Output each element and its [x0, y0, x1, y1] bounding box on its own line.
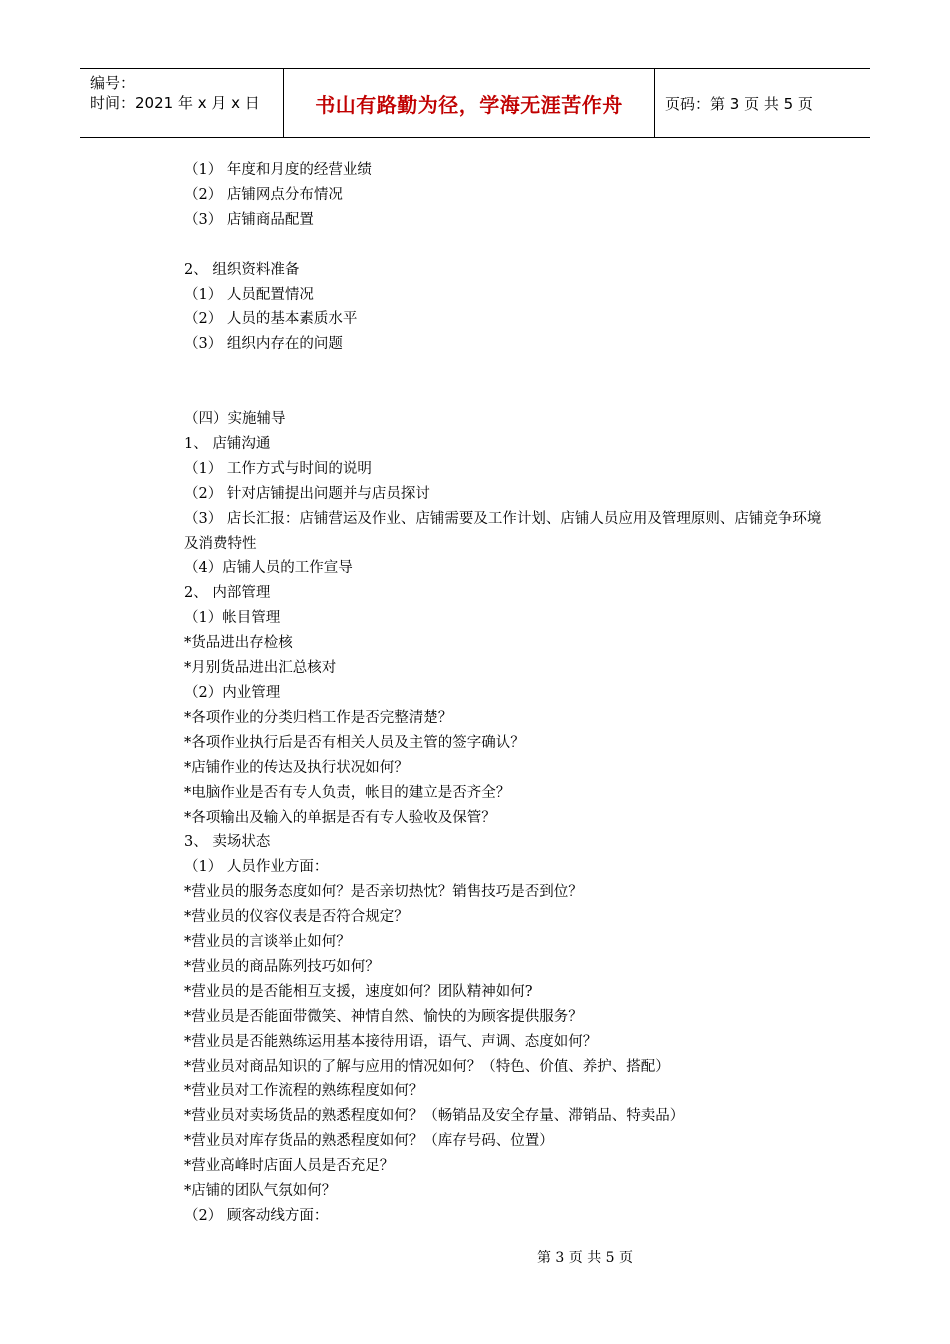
body-line: （2） 顾客动线方面： [184, 1208, 329, 1225]
body-line: *营业员的是否能相互支援，速度如何？团队精神如何? [184, 983, 533, 1000]
body-line: （1） 人员配置情况 [184, 286, 314, 303]
document-body [184, 158, 824, 1229]
body-line: *各项作业的分类归档工作是否完整清楚？ [184, 709, 453, 726]
page-footer: 第 3 页 共 5 页 [536, 1250, 634, 1266]
body-line: 2、 内部管理 [184, 585, 271, 602]
body-line: *营业员的商品陈列技巧如何？ [184, 958, 380, 975]
body-line: （2） 针对店铺提出问题并与店员探讨 [184, 485, 430, 502]
body-line: *营业员的仪容仪表是否符合规定？ [184, 909, 409, 926]
body-line: *营业员的言谈举止如何？ [184, 934, 351, 951]
body-line: *营业员对工作流程的熟练程度如何？ [184, 1083, 424, 1100]
body-line: *营业员是否能面带微笑、神情自然、愉快的为顾客提供服务？ [184, 1008, 583, 1025]
time-label: 时间：2021 年 x 月 x 日 [90, 94, 260, 112]
body-line: （3） 店长汇报：店铺营运及作业、店铺需要及工作计划、店铺人员应用及管理原则、店铺竞争环境及消费特性 [184, 510, 822, 552]
body-line: （1） 人员作业方面： [184, 859, 329, 876]
body-line: *货品进出存检核 [184, 635, 293, 652]
body-line: *营业员对卖场货品的熟悉程度如何？（畅销品及安全存量、滞销品、特卖品） [184, 1108, 685, 1125]
body-line: 2、 组织资料准备 [184, 261, 300, 278]
body-line: （1）帐目管理 [184, 610, 281, 627]
body-line: *店铺作业的传达及执行状况如何？ [184, 759, 409, 776]
body-line: 3、 卖场状态 [184, 834, 271, 851]
body-line: *月别货品进出汇总核对 [184, 660, 337, 677]
body-line: *各项作业执行后是否有相关人员及主管的签字确认？ [184, 734, 525, 751]
header-meta [80, 69, 283, 137]
header-motto: 书山有路勤为径，学海无涯苦作舟 [283, 69, 655, 137]
body-line: *店铺的团队气氛如何？ [184, 1183, 337, 1200]
body-line: （1） 工作方式与时间的说明 [184, 460, 372, 477]
body-line: *营业员是否能熟练运用基本接待用语，语气、声调、态度如何？ [184, 1033, 598, 1050]
body-line [184, 233, 824, 258]
body-line: （3） 店铺商品配置 [184, 211, 314, 228]
page-header [80, 68, 870, 138]
body-line: （四）实施辅导 [184, 411, 286, 428]
body-line: （3） 组织内存在的问题 [184, 336, 343, 353]
body-line: （2） 店铺网点分布情况 [184, 186, 343, 203]
header-page-info: 页码：第 3 页 共 5 页 [665, 94, 813, 113]
body-line: *各项输出及输入的单据是否有专人验收及保管？ [184, 809, 496, 826]
body-line: *营业高峰时店面人员是否充足？ [184, 1158, 395, 1175]
body-line: *营业员对商品知识的了解与应用的情况如何？（特色、价值、养护、搭配） [184, 1058, 670, 1075]
body-line [184, 357, 824, 382]
body-line: （1） 年度和月度的经营业绩 [184, 162, 372, 178]
number-label: 编号： [90, 74, 136, 92]
body-line: 1、 店铺沟通 [184, 435, 271, 452]
body-line: （2） 人员的基本素质水平 [184, 311, 358, 328]
body-line: （4）店铺人员的工作宣导 [184, 560, 353, 577]
body-line: *电脑作业是否有专人负责，帐目的建立是否齐全？ [184, 784, 511, 801]
body-line: *营业员的服务态度如何？是否亲切热忱？销售技巧是否到位？ [184, 884, 583, 901]
body-line: （2）内业管理 [184, 684, 281, 701]
body-line: *营业员对库存货品的熟悉程度如何？（库存号码、位置） [184, 1133, 554, 1150]
body-line [184, 382, 824, 407]
